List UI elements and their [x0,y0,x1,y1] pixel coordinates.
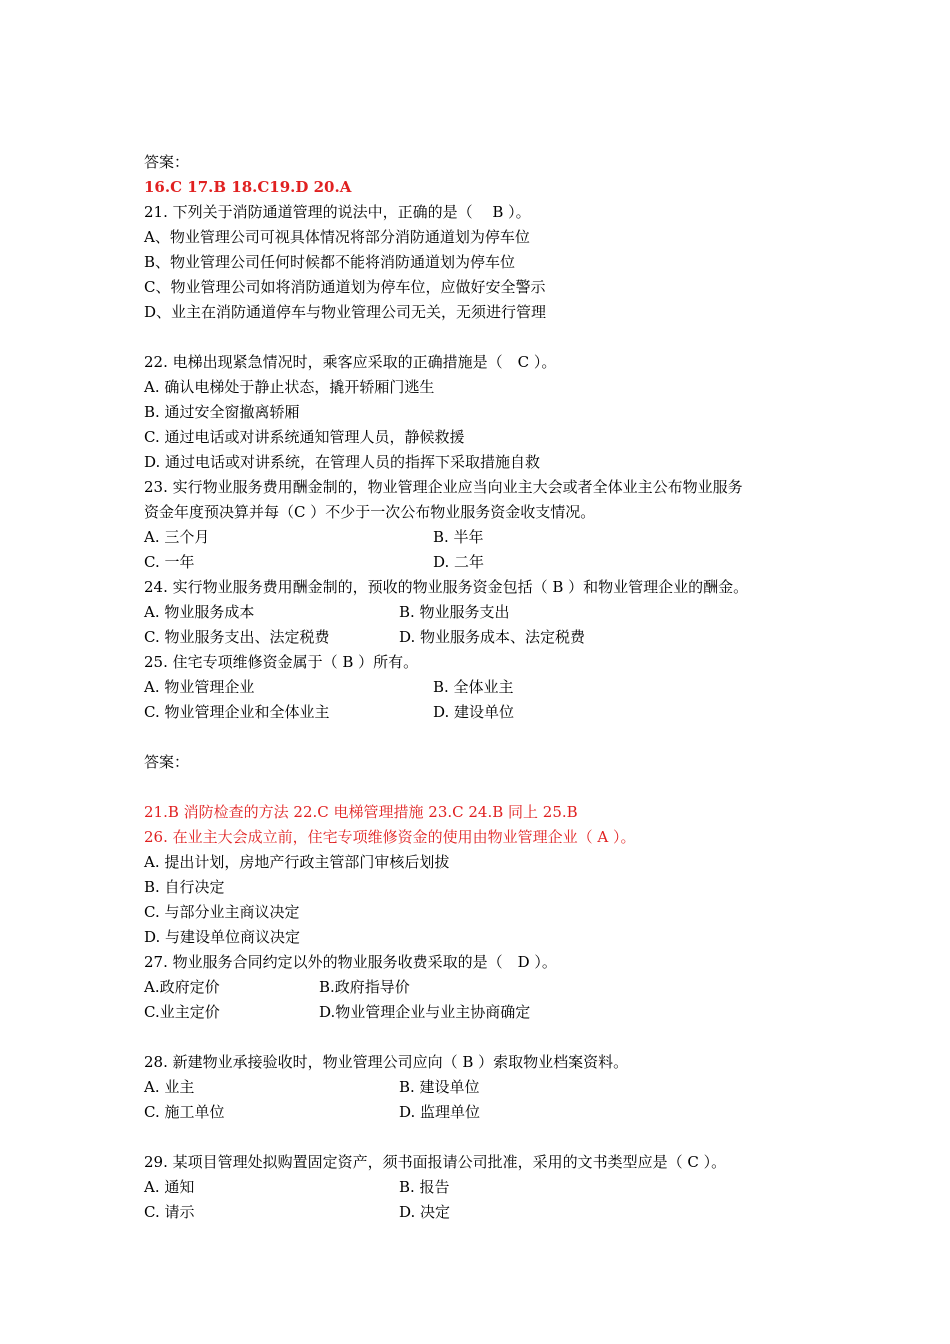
question-23-option-b: B. 半年 [433,528,484,546]
question-23-stem-line1: 23. 实行物业服务费用酬金制的，物业管理企业应当向业主大会或者全体业主公布物业服务 [144,478,743,496]
question-29-option-a: A. 通知 [144,1178,195,1196]
answer-key: 16.C 17.B 18.C19.D 20.A [144,178,352,196]
question-29-option-c: C. 请示 [144,1203,195,1221]
question-29-options-row1 [144,1175,844,1200]
question-28-option-a: A. 业主 [144,1078,195,1096]
question-24-options-row2 [144,625,844,650]
question-26-stem: 26. 在业主大会成立前，住宅专项维修资金的使用由物业管理企业（ A ）。 [144,828,636,846]
question-25-option-c: C. 物业管理企业和全体业主 [144,703,330,721]
spacer [144,325,844,350]
question-27-stem: 27. 物业服务合同约定以外的物业服务收费采取的是（ D ）。 [144,953,557,971]
question-21-option-b: B、物业管理公司任何时候都不能将消防通道划为停车位 [144,253,516,271]
question-24-stem: 24. 实行物业服务费用酬金制的，预收的物业服务资金包括（ B ）和物业管理企业的酬金。 [144,578,749,596]
question-27-option-c: C.业主定价 [144,1003,220,1021]
question-28-option-b: B. 建设单位 [399,1078,480,1096]
question-22-stem: 22. 电梯出现紧急情况时，乘客应采取的正确措施是（ C ）。 [144,353,557,371]
answer-label: 答案： [144,753,190,771]
question-26-option-b: B. 自行决定 [144,878,225,896]
question-25-option-d: D. 建设单位 [433,703,515,721]
question-21-option-a: A、物业管理公司可视具体情况将部分消防通道划为停车位 [144,228,530,246]
question-23-options-row1 [144,525,844,550]
question-23-option-c: C. 一年 [144,553,195,571]
question-29-stem: 29. 某项目管理处拟购置固定资产，须书面报请公司批准，采用的文书类型应是（ C ）。 [144,1153,727,1171]
question-29-options-row2 [144,1200,844,1225]
question-23-options-row2 [144,550,844,575]
question-24-options-row1 [144,600,844,625]
question-28-options-row1 [144,1075,844,1100]
question-26-option-d: D. 与建设单位商议决定 [144,928,301,946]
question-27-options-row1 [144,975,844,1000]
question-25-option-a: A. 物业管理企业 [144,678,255,696]
question-27-option-b: B.政府指导价 [319,978,410,996]
question-28-option-d: D. 监理单位 [399,1103,481,1121]
spacer [144,1125,844,1150]
question-28-option-c: C. 施工单位 [144,1103,225,1121]
question-24-option-b: B. 物业服务支出 [399,603,510,621]
question-22-option-a: A. 确认电梯处于静止状态，撬开轿厢门逃生 [144,378,435,396]
question-21-option-c: C、物业管理公司如将消防通道划为停车位，应做好安全警示 [144,278,546,296]
question-23-stem-line2: 资金年度预决算并每（C ）不少于一次公布物业服务资金收支情况。 [144,503,596,521]
question-24-option-c: C. 物业服务支出、法定税费 [144,628,330,646]
question-22-option-b: B. 通过安全窗撤离轿厢 [144,403,300,421]
question-27-options-row2 [144,1000,844,1025]
question-22-option-c: C. 通过电话或对讲系统通知管理人员，静候救援 [144,428,465,446]
question-29-option-d: D. 决定 [399,1203,451,1221]
document-body [144,150,844,1225]
question-29-option-b: B. 报告 [399,1178,450,1196]
answer-key: 21.B 消防检查的方法 22.C 电梯管理措施 23.C 24.B 同上 25.B [144,803,578,821]
question-28-options-row2 [144,1100,844,1125]
answer-label: 答案： [144,153,190,171]
question-21-stem: 21. 下列关于消防通道管理的说法中，正确的是（ B ）。 [144,203,531,221]
question-25-options-row1 [144,675,844,700]
question-26-option-a: A. 提出计划，房地产行政主管部门审核后划拔 [144,853,450,871]
question-28-stem: 28. 新建物业承接验收时，物业管理公司应向（ B ）索取物业档案资料。 [144,1053,629,1071]
spacer [144,725,844,750]
question-22-option-d: D. 通过电话或对讲系统，在管理人员的指挥下采取措施自救 [144,453,541,471]
question-24-option-d: D. 物业服务成本、法定税费 [399,628,586,646]
question-25-options-row2 [144,700,844,725]
question-26-option-c: C. 与部分业主商议决定 [144,903,300,921]
question-23-option-a: A. 三个月 [144,528,210,546]
question-21-option-d: D、业主在消防通道停车与物业管理公司无关，无须进行管理 [144,303,547,321]
spacer [144,775,844,800]
question-27-option-a: A.政府定价 [144,978,220,996]
question-27-option-d: D.物业管理企业与业主协商确定 [319,1003,531,1021]
question-25-option-b: B. 全体业主 [433,678,514,696]
spacer [144,1025,844,1050]
question-25-stem: 25. 住宅专项维修资金属于（ B ）所有。 [144,653,419,671]
question-24-option-a: A. 物业服务成本 [144,603,255,621]
question-23-option-d: D. 二年 [433,553,485,571]
